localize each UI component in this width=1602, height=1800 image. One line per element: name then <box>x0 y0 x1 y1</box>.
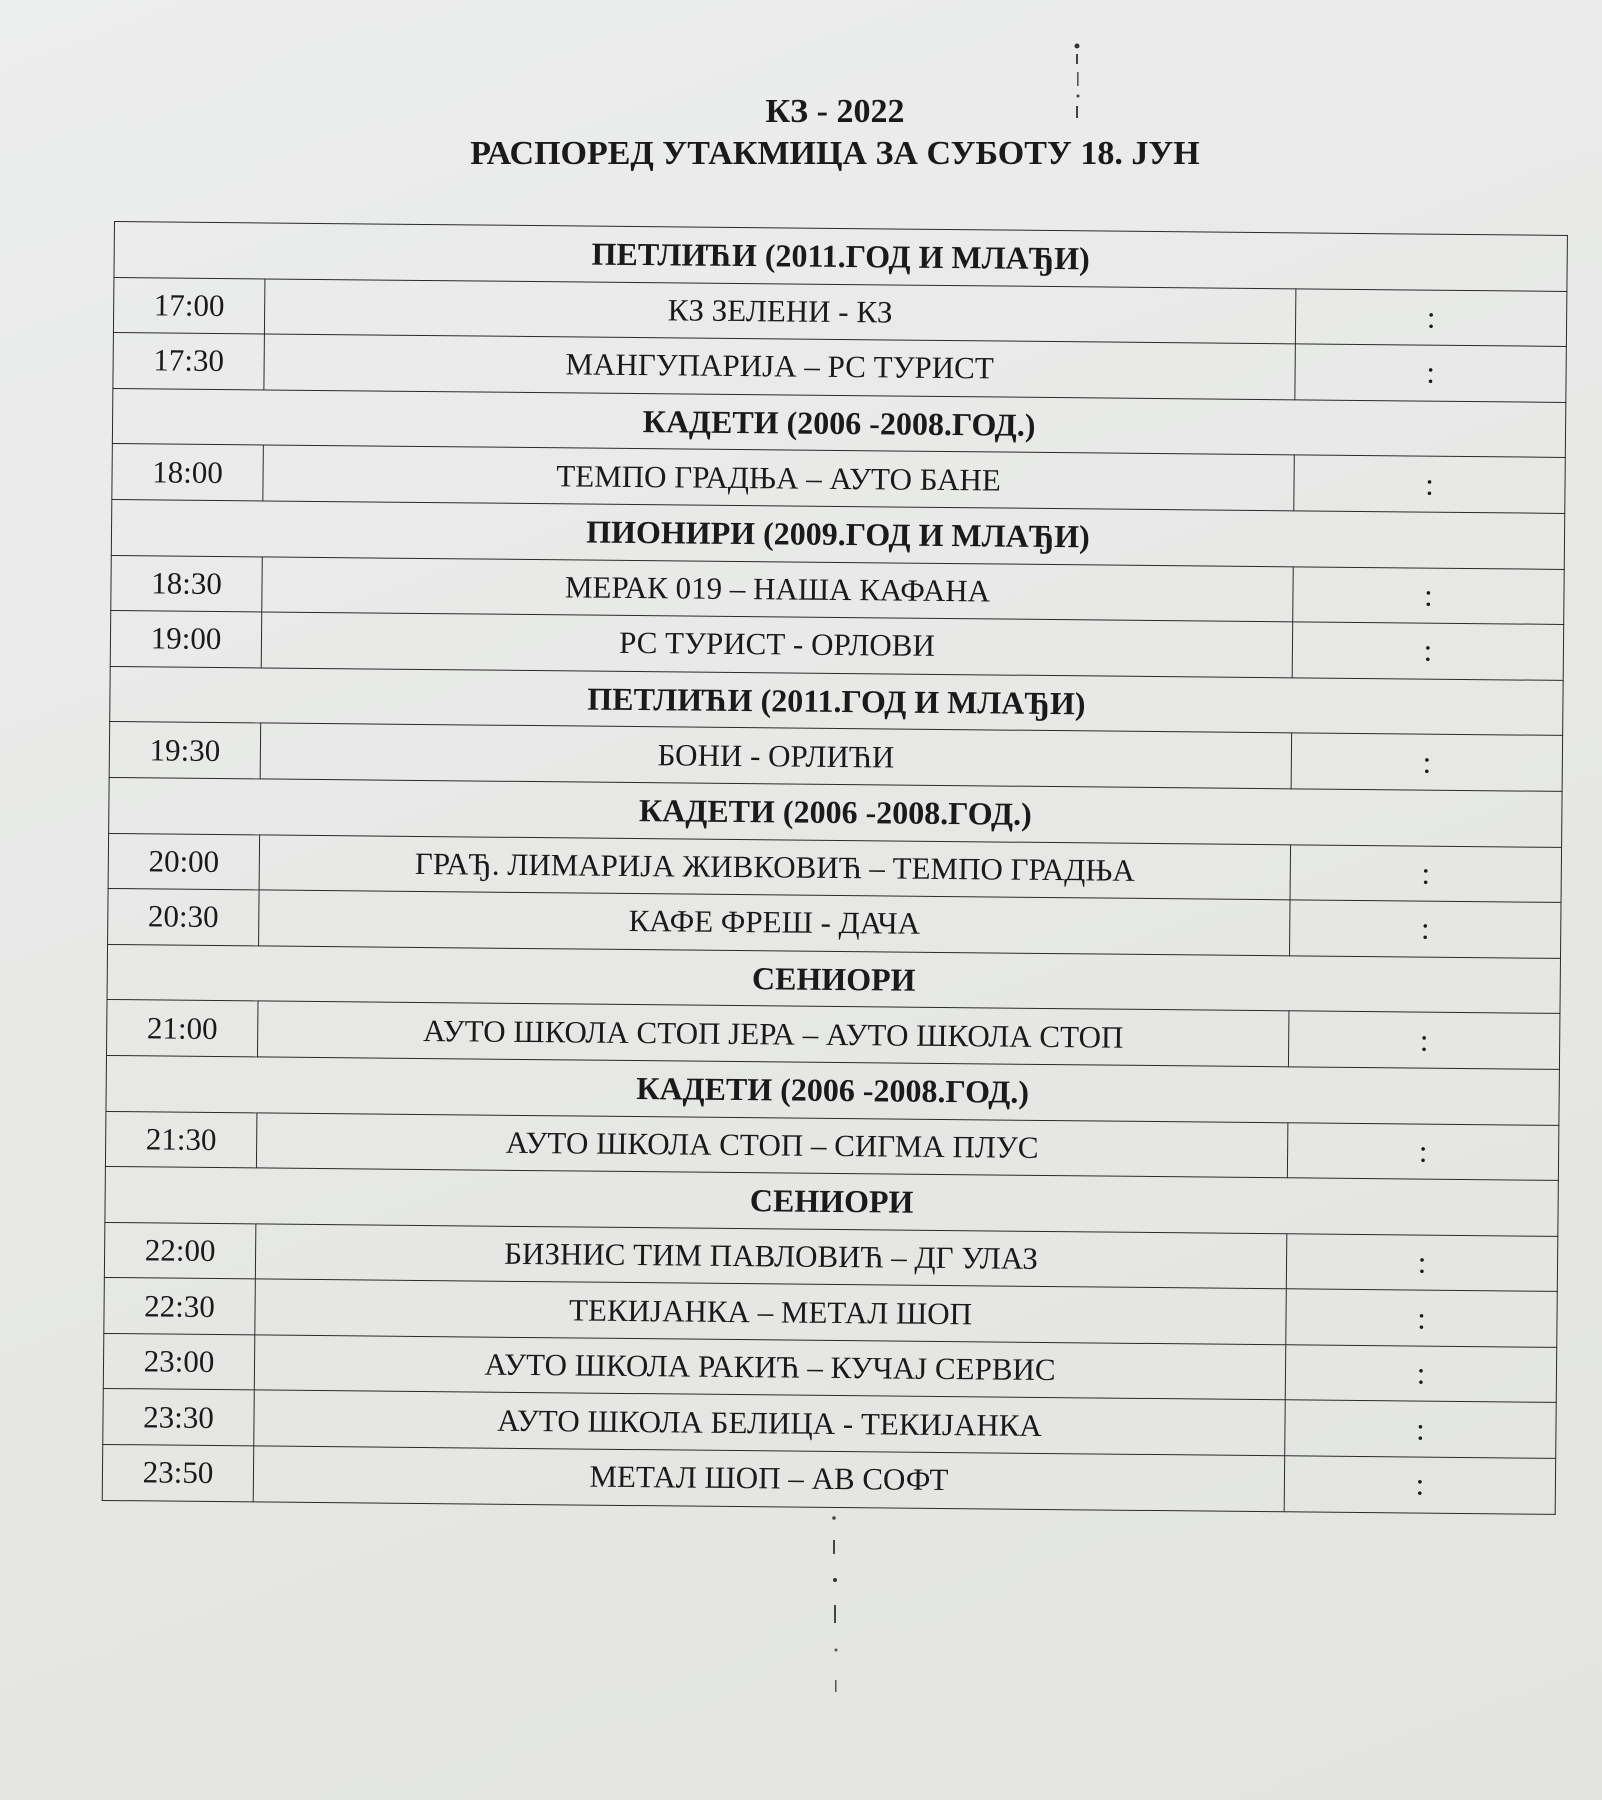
schedule-title: РАСПОРЕД УТАКМИЦА ЗА СУБОТУ 18. ЈУН <box>470 135 1200 172</box>
category-label: ПИОНИРИ (2009.ГОД И МЛАЂИ) <box>111 499 1564 569</box>
match-teams: АУТО ШКОЛА БЕЛИЦА - ТЕКИЈАНКА <box>254 1390 1285 1455</box>
match-teams: ГРАЂ. ЛИМАРИЈА ЖИВКОВИЋ – ТЕМПО ГРАДЊА <box>259 834 1290 899</box>
match-teams: АУТО ШКОЛА СТОП ЈЕРА – АУТО ШКОЛА СТОП <box>257 1001 1288 1066</box>
match-teams: КАФЕ ФРЕШ - ДАЧА <box>259 890 1290 955</box>
match-score: : <box>1292 622 1564 680</box>
match-score: : <box>1291 733 1563 791</box>
match-teams: АУТО ШКОЛА СТОП – СИГМА ПЛУС <box>256 1112 1287 1177</box>
match-time: 19:30 <box>109 722 261 779</box>
match-score: : <box>1285 1345 1557 1403</box>
match-score: : <box>1290 900 1562 958</box>
match-score: : <box>1295 288 1567 346</box>
category-label: СЕНИОРИ <box>107 944 1560 1014</box>
match-teams: РС ТУРИСТ - ОРЛОВИ <box>261 612 1292 677</box>
match-teams: МЕРАК 019 – НАША КАФАНА <box>262 557 1293 622</box>
category-label: ПЕТЛИЋИ (2011.ГОД И МЛАЂИ) <box>110 666 1563 736</box>
document-header <box>0 92 1602 176</box>
match-score: : <box>1286 1233 1558 1291</box>
match-score: : <box>1290 844 1562 902</box>
match-time: 21:30 <box>105 1111 257 1168</box>
match-score: : <box>1285 1400 1557 1458</box>
match-time: 19:00 <box>110 611 262 668</box>
match-time: 23:50 <box>102 1445 254 1502</box>
match-teams: БИЗНИС ТИМ ПАВЛОВИЋ – ДГ УЛАЗ <box>255 1224 1286 1289</box>
category-label: ПЕТЛИЋИ (2011.ГОД И МЛАЂИ) <box>114 222 1567 292</box>
match-score: : <box>1287 1122 1559 1180</box>
match-time: 20:30 <box>108 889 260 946</box>
match-teams: МАНГУПАРИЈА – РС ТУРИСТ <box>264 334 1295 399</box>
match-time: 18:30 <box>111 555 263 612</box>
match-score: : <box>1286 1289 1558 1347</box>
match-time: 22:00 <box>104 1222 256 1279</box>
match-teams: АУТО ШКОЛА РАКИЋ – КУЧАЈ СЕРВИС <box>254 1335 1285 1400</box>
match-score: : <box>1294 455 1566 513</box>
match-score: : <box>1295 344 1567 402</box>
match-score: : <box>1288 1011 1560 1069</box>
match-time: 21:00 <box>106 1000 258 1057</box>
match-teams: БОНИ - ОРЛИЋИ <box>260 723 1291 788</box>
category-label: КАДЕТИ (2006 -2008.ГОД.) <box>109 777 1562 847</box>
match-time: 17:30 <box>113 333 265 390</box>
match-teams: КЗ ЗЕЛЕНИ - КЗ <box>264 279 1295 344</box>
match-score: : <box>1284 1456 1556 1514</box>
staple-marks-bottom <box>826 1510 846 1730</box>
match-time: 22:30 <box>104 1278 256 1335</box>
match-time: 20:00 <box>108 833 260 890</box>
match-score: : <box>1293 566 1565 624</box>
match-time: 18:00 <box>112 444 264 501</box>
match-time: 23:30 <box>103 1389 255 1446</box>
category-label: КАДЕТИ (2006 -2008.ГОД.) <box>112 388 1565 458</box>
category-label: СЕНИОРИ <box>105 1167 1558 1237</box>
match-teams: ТЕКИЈАНКА – МЕТАЛ ШОП <box>255 1279 1286 1344</box>
tournament-title: КЗ - 2022 <box>765 93 905 130</box>
category-label: КАДЕТИ (2006 -2008.ГОД.) <box>106 1055 1559 1125</box>
match-schedule-table <box>102 221 1568 1515</box>
match-teams: ТЕМПО ГРАДЊА – АУТО БАНЕ <box>263 445 1294 510</box>
match-time: 17:00 <box>113 277 265 334</box>
match-teams: МЕТАЛ ШОП – АВ СОФТ <box>253 1446 1284 1511</box>
match-time: 23:00 <box>103 1333 255 1390</box>
